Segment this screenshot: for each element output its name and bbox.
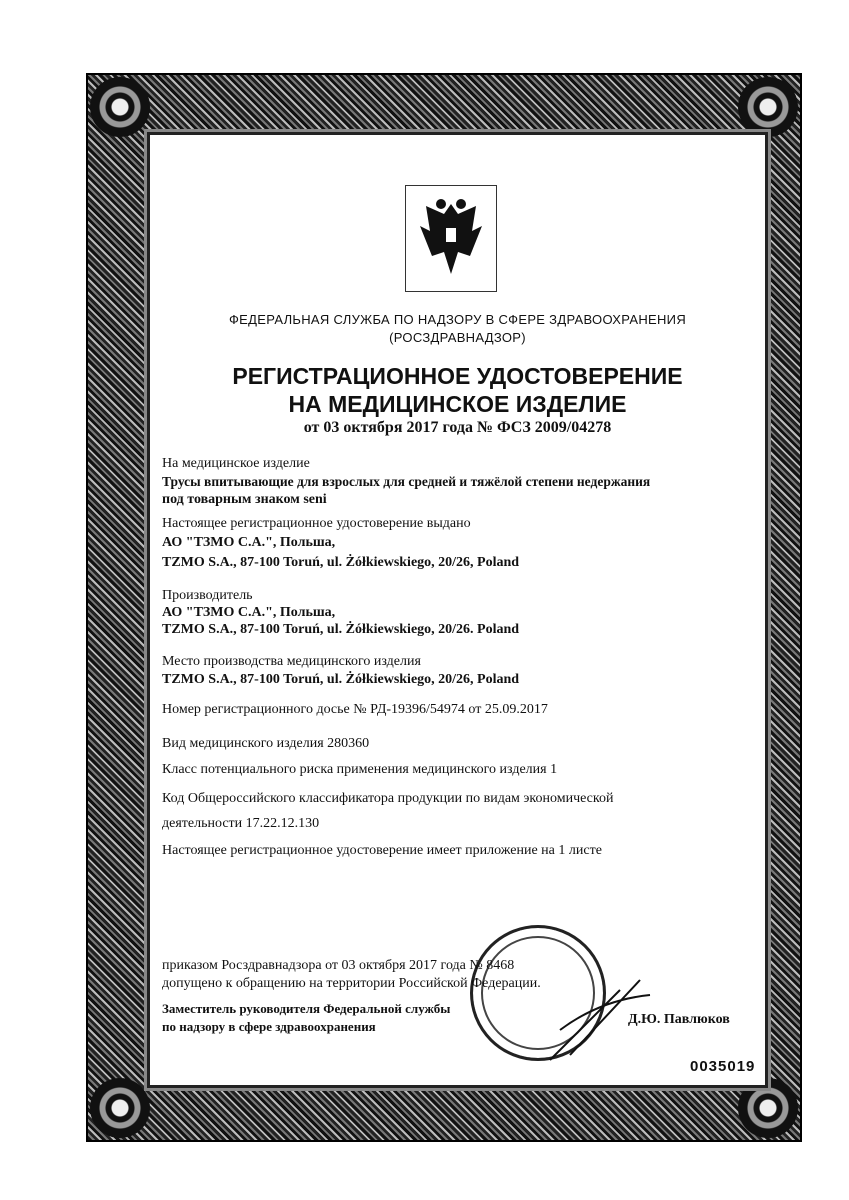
device-name: Трусы впитывающие для взрослых для средней и тяжёлой степени недержания — [162, 474, 651, 489]
manufacturer-label: Производитель — [162, 588, 253, 603]
corner-ornament — [738, 1078, 798, 1138]
risk-class: Класс потенциального риска применения медицинского изделия 1 — [162, 762, 558, 777]
certificate-title: РЕГИСТРАЦИОННОЕ УДОСТОВЕРЕНИЕ — [232, 363, 683, 389]
device-type: Вид медицинского изделия 280360 — [162, 736, 370, 751]
manufacturer-address: TZMO S.A., 87-100 Toruń, ul. Żółkiewskiego, 20/26. Poland — [162, 622, 520, 637]
appendix-note: Настоящее регистрационное удостоверение имеет приложение на 1 листе — [162, 843, 602, 858]
production-place-label: Место производства медицинского изделия — [162, 654, 421, 669]
device-label: На медицинское изделие — [162, 456, 310, 471]
corner-ornament — [90, 77, 150, 137]
signatory-name: Д.Ю. Павлюков — [628, 1012, 730, 1027]
dossier-number: Номер регистрационного досье № РД-19396/54974 от 25.09.2017 — [162, 702, 548, 717]
signatory-position-cont: по надзору в сфере здравоохранения — [162, 1019, 376, 1034]
issued-to-ru: АО "ТЗМО С.А.", Польша, — [162, 535, 336, 550]
certificate-date-number: от 03 октября 2017 года № ФСЗ 2009/04278 — [303, 419, 612, 436]
agency-name: ФЕДЕРАЛЬНАЯ СЛУЖБА ПО НАДЗОРУ В СФЕРЕ ЗДРАВООХРАНЕНИЯ — [228, 312, 687, 327]
corner-ornament — [90, 1078, 150, 1138]
coat-of-arms-emblem — [405, 185, 497, 292]
serial-number: 0035019 — [690, 1058, 756, 1075]
circulation-approval: допущено к обращению на территории Российской Федерации. — [162, 976, 541, 991]
corner-ornament — [738, 77, 798, 137]
issued-label: Настоящее регистрационное удостоверение выдано — [162, 516, 471, 531]
okpd-code: Код Общероссийского классификатора продукции по видам экономической — [162, 791, 614, 806]
handwritten-signature — [540, 960, 660, 1070]
device-name-cont: под товарным знаком seni — [162, 492, 327, 507]
okpd-code-cont: деятельности 17.22.12.130 — [162, 816, 320, 831]
agency-short-name: (РОСЗДРАВНАДЗОР) — [389, 330, 526, 345]
certificate-subtitle: НА МЕДИЦИНСКОЕ ИЗДЕЛИЕ — [288, 391, 627, 417]
manufacturer-ru: АО "ТЗМО С.А.", Польша, — [162, 605, 336, 620]
signatory-position: Заместитель руководителя Федеральной службы — [162, 1001, 451, 1016]
production-place: TZMO S.A., 87-100 Toruń, ul. Żółkiewskiego, 20/26, Poland — [162, 672, 520, 687]
issued-to-address: TZMO S.A., 87-100 Toruń, ul. Żółkiewskiego, 20/26, Poland — [162, 555, 520, 570]
order-reference: приказом Росздравнадзора от 03 октября 2017 года № 8468 — [162, 958, 515, 973]
